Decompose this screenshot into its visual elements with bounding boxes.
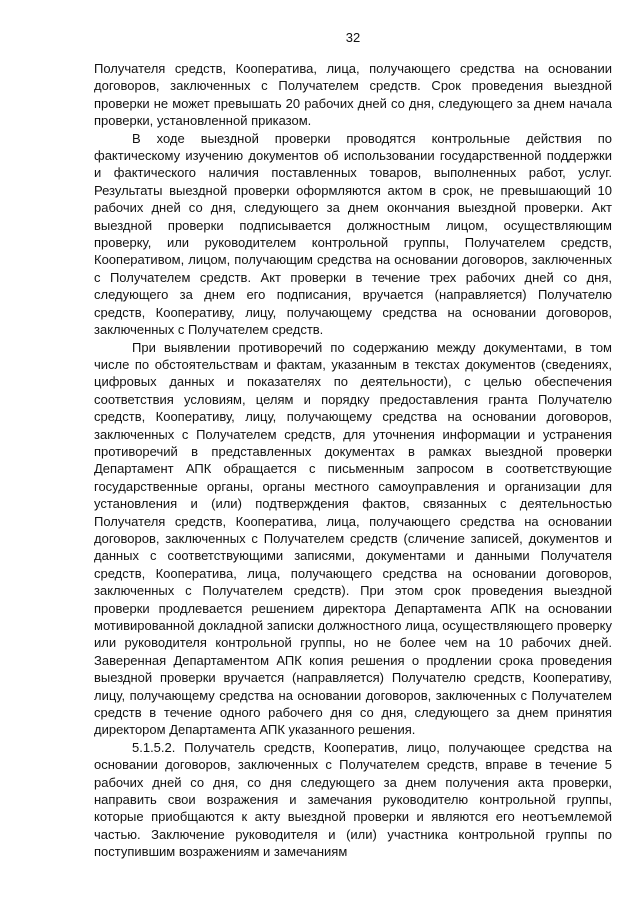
document-page [94,30,612,861]
page-number: 32 [345,30,361,45]
paragraph-continuation: Получателя средств, Кооператива, лица, получающего средства на основании договоров, заключенных с Получателем средств. Срок проведения выездной проверки не может превышать 20 рабочих дней со дня, следующего за днем начала проверки, установленной приказом. [94,61,612,129]
paragraph-contradictions: При выявлении противоречий по содержанию между документами, в том числе по обстоятельствам и фактам, указанным в текстах документов (сведениях, цифровых данных и показателях по деятельности), с целью обеспечения соответствия условиям, целям и порядку предоставления гранта Получателю средств, Кооперативу, лицу, получающему средства на основании договоров, заключенных с Получателем средств, для уточнения информации и устранения противоречий в представленных документах в рамках выездной проверки Департамент АПК обращается с письменным запросом в соответствующие государственные органы, органы местного самоуправления и организации для установления и (или) подтверждения фактов, связанных с деятельностью Получателя средств, Кооператива, лица, получающего средства на основании договоров, заключенных с Получателем средств (сличение записей, документов и данных с соответствующими записями, документами и данными Получателя средств, Кооператива, лица, получающего средства на основании договоров, заключенных с Получателем средств). При этом срок проведения выездной проверки продлевается решением директора Департамента АПК на основании мотивированной докладной записки должностного лица, осуществляющего проверку или руководителя контрольной группы, но не более чем на 10 рабочих дней. Заверенная Департаментом АПК копия решения о продлении срока проведения выездной проверки вручается (направляется) Получателю средств, Кооперативу, лицу, получающему средства на основании договоров, заключенных с Получателем средств в течение одного рабочего дня со дня, следующего за днем принятия директором Департамента АПК указанного решения. [94,339,612,738]
paragraph-section-5-1-5-2: 5.1.5.2. Получатель средств, Кооператив, лицо, получающее средства на основании договоров, заключенных с Получателем средств, вправе в течение 5 рабочих дней со дня, со дня следующего за днем получения акта проверки, направить свои возражения и замечания руководителю контрольной группы, которые приобщаются к акту выездной проверки и являются его неотъемлемой частью. Заключение руководителя и (или) участника контрольной группы по поступившим возражениям и замечаниям [94,739,612,860]
paragraph-field-inspection-actions: В ходе выездной проверки проводятся контрольные действия по фактическому изучению документов об использовании государственной поддержки и фактического наличия поставленных товаров, выполненных работ, услуг. Результаты выездной проверки оформляются актом в срок, не превышающий 10 рабочих дней со дня, следующего за днем окончания выездной проверки. Акт выездной проверки подписывается должностным лицом, осуществляющим проверку, или руководителем контрольной группы, Получателем средств, Кооперативом, лицом, получающим средства на основании договоров, заключенных с Получателем средств. Акт проверки в течение трех рабочих дней со дня, следующего за днем его подписания, вручается (направляется) Получателю средств, Кооперативу, лицу, получающему средства на основании договоров, заключенных с Получателем средств. [94,130,612,338]
